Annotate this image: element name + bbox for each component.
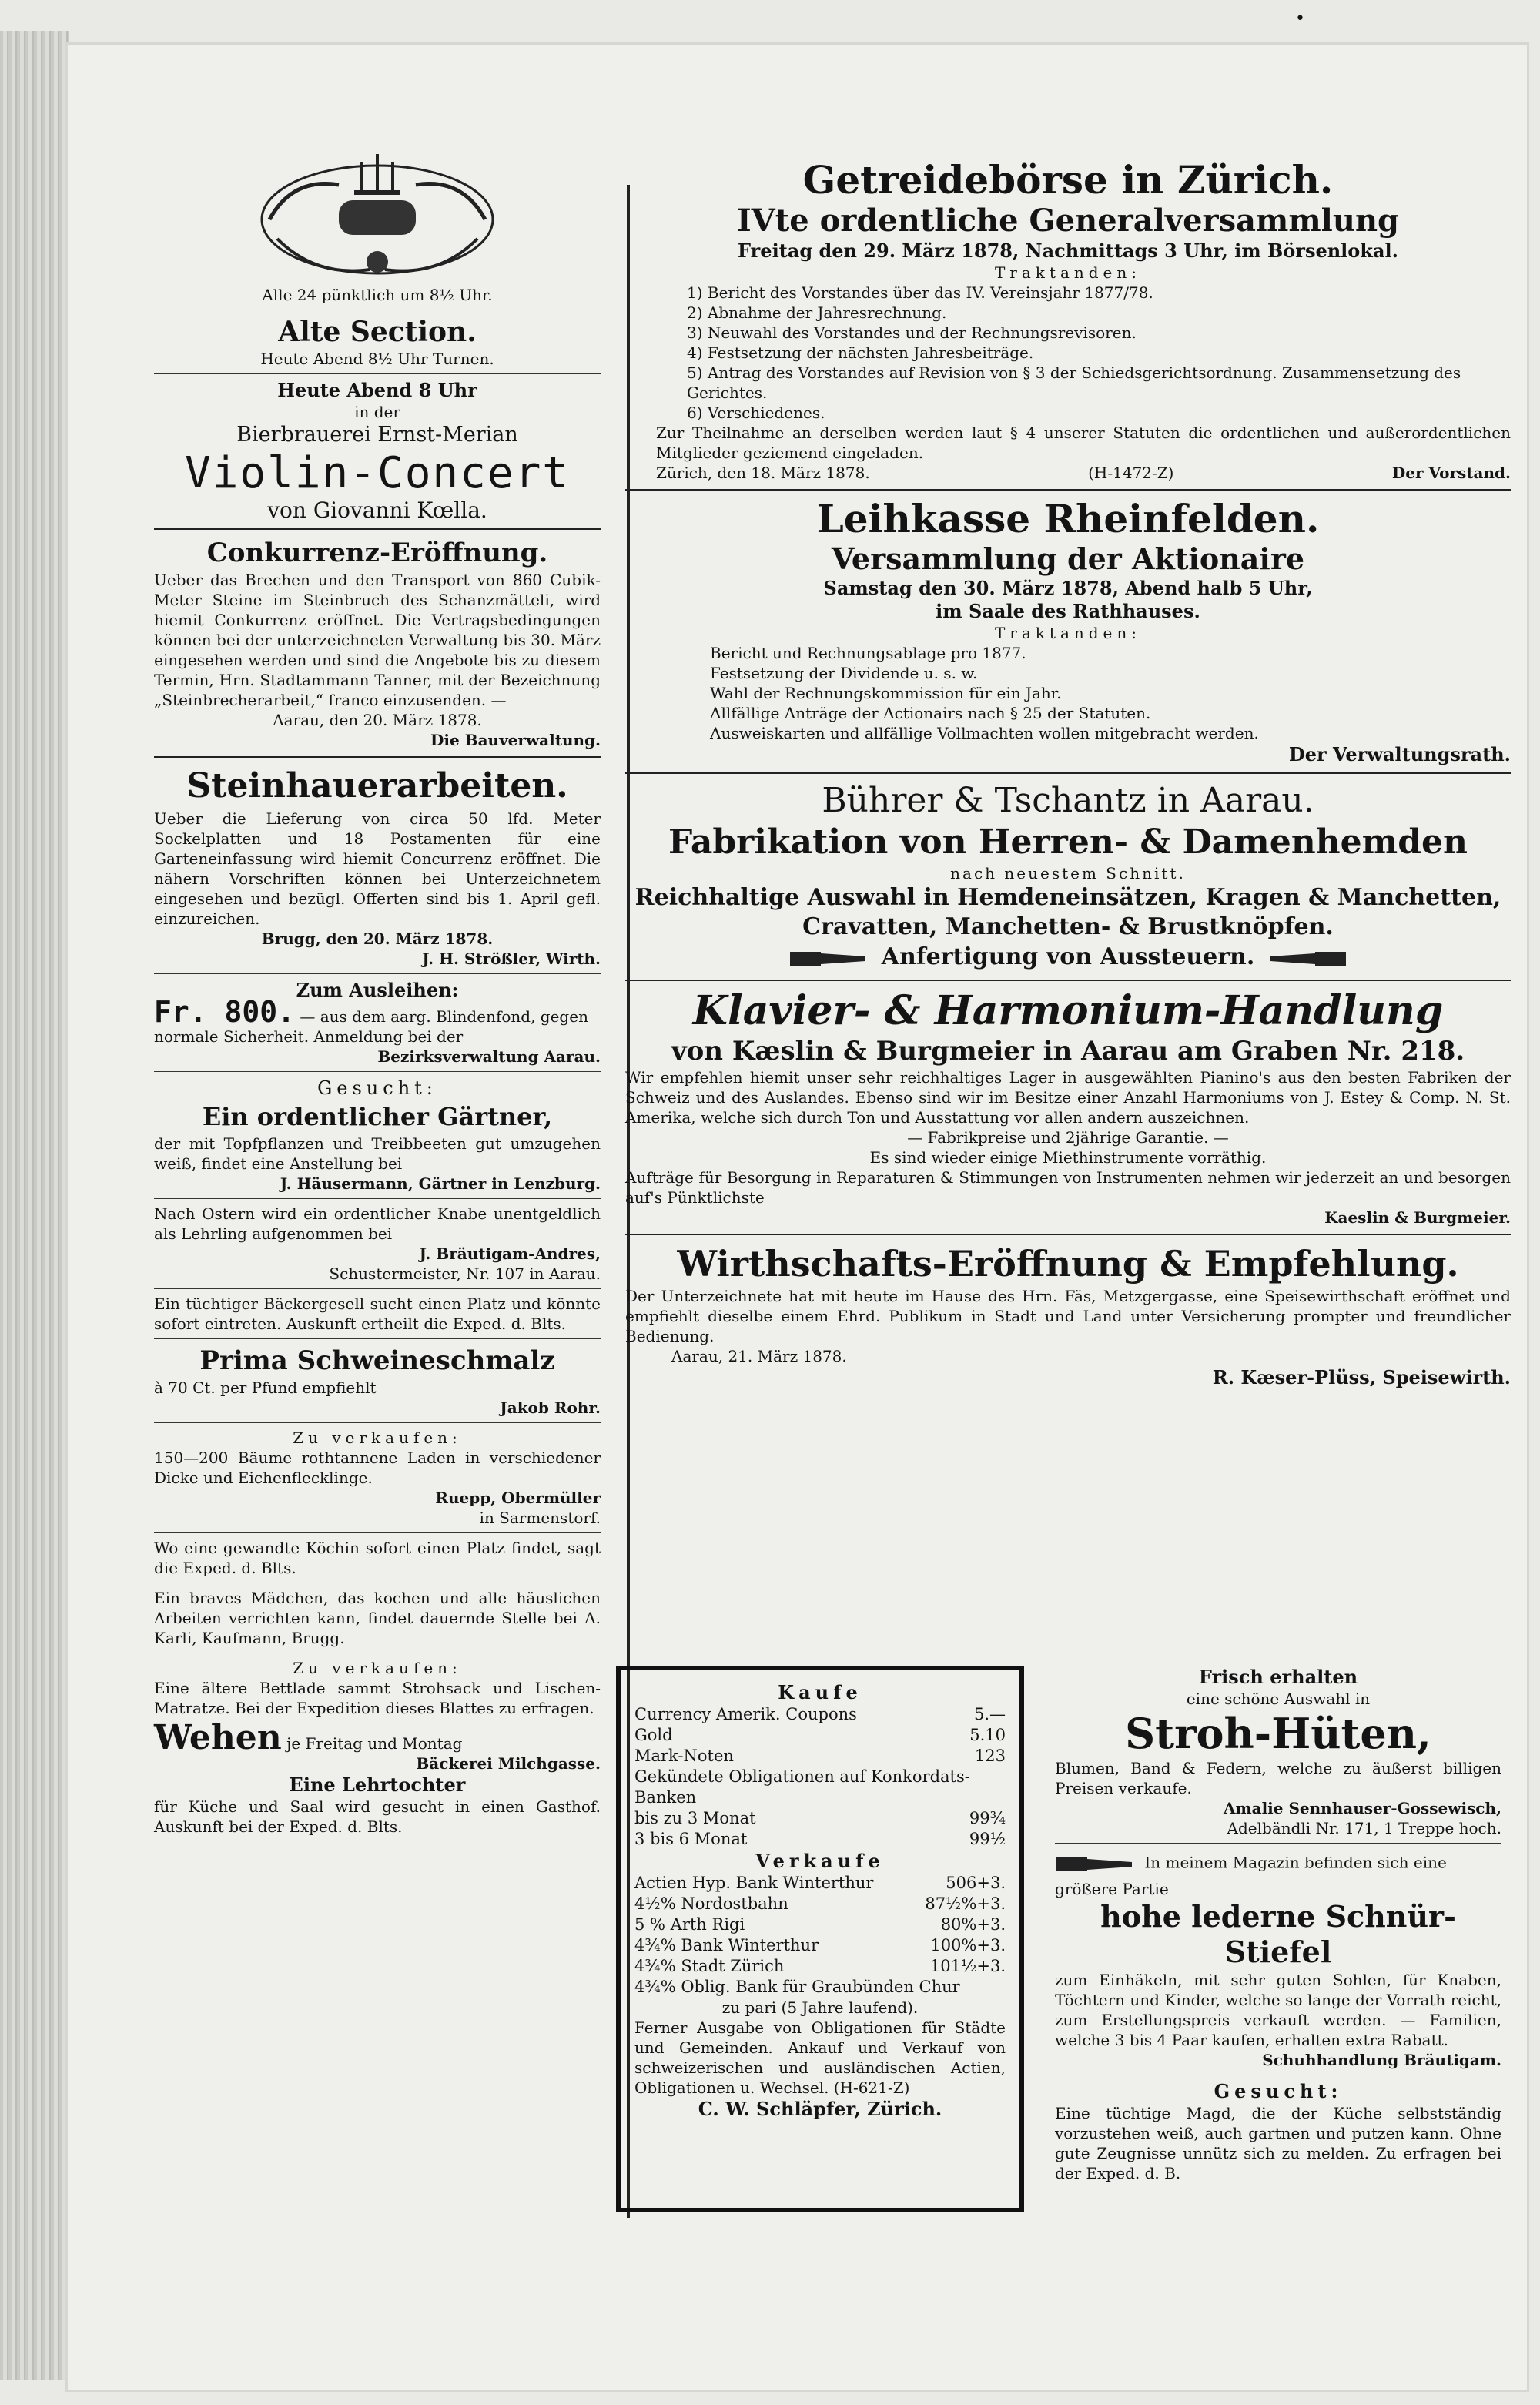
securities-box: [616, 1666, 1024, 2212]
laden-head: Zu verkaufen:: [293, 1429, 462, 1447]
konkurrenz-sign: Die Bauverwaltung.: [430, 731, 601, 749]
pointing-hand-icon: [1055, 1848, 1140, 1879]
schmalz-body: à 70 Ct. per Pfund empfiehlt: [154, 1378, 377, 1397]
kaufe-sign: C. W. Schläpfer, Zürich.: [698, 2098, 942, 2120]
kaufe-note: Ferner Ausgabe von Obligationen für Städte und Gemeinden. Ankauf und Verkauf von schweizerischen und ausländischen Actien, Obligationen u. Wechsel. (H-621-Z): [634, 2018, 1006, 2097]
magd-head: Gesucht:: [1214, 2080, 1343, 2102]
leihkasse-items: [625, 643, 1511, 743]
knabe-sign: J. Bräutigam-Andres,: [419, 1244, 601, 1263]
table-row: 4¾% Stadt Zürich 101½+3.: [634, 1957, 1006, 1975]
alte-line: Heute Abend 8½ Uhr Turnen.: [260, 350, 494, 368]
handshake-emblem-icon: [246, 146, 508, 285]
list-item: 5) Antrag des Vorstandes auf Revision von § 3 der Schiedsgerichtsordnung. Zusammensetzung des Gerichtes.: [687, 363, 1461, 402]
divider-rule: [625, 980, 1511, 981]
wirthschaft-sign: R. Kæser-Plüss, Speisewirth.: [1212, 1366, 1511, 1388]
list-item: Festsetzung der Dividende u. s. w.: [710, 664, 978, 682]
divider-rule: [154, 528, 601, 530]
table-row: 4½% Nordostbahn 87½%+3.: [634, 1894, 1006, 1913]
wehen-body: je Freitag und Montag: [286, 1734, 463, 1753]
schmalz-sign: Jakob Rohr.: [500, 1398, 601, 1417]
ausleihen-amount: Fr. 800.: [154, 995, 296, 1029]
steinhauer-sign: J. H. Strößler, Wirth.: [422, 950, 601, 968]
divider-rule: [154, 1071, 601, 1072]
concert-venue: Bierbrauerei Ernst-Merian: [236, 423, 518, 447]
divider-rule: [625, 1234, 1511, 1235]
klavier-subtitle: von Kæslin & Burgmeier in Aarau am Graben Nr. 218.: [671, 1036, 1465, 1067]
leihkasse-when: Samstag den 30. März 1878, Abend halb 5 Uhr,: [823, 577, 1313, 599]
wehen-title: Wehen: [154, 1718, 282, 1757]
konkurrenz-date: Aarau, den 20. März 1878.: [273, 711, 482, 729]
buehrer-subtitle: Fabrikation von Herren- & Damenhemden: [668, 822, 1468, 862]
stiefel-intro: In meinem Magazin befinden sich eine größere Partie: [1055, 1853, 1447, 1898]
table-row: 4¾% Bank Winterthur 100%+3.: [634, 1936, 1006, 1954]
leihkasse-title: Leihkasse Rheinfelden.: [816, 496, 1320, 541]
leihkasse-sign: Der Verwaltungsrath.: [1288, 743, 1511, 765]
knabe-sign2: Schustermeister, Nr. 107 in Aarau.: [329, 1264, 601, 1283]
table-row: 4¾% Oblig. Bank für Graubünden Chur: [634, 1978, 960, 1996]
ausleihen-title: Zum Ausleihen:: [296, 979, 459, 1001]
boerse-subtitle: IVte ordentliche Generalversammlung: [736, 203, 1400, 239]
kaufe-pari: zu pari (5 Jahre laufend).: [721, 1998, 919, 2017]
hueten-line1: eine schöne Auswahl in: [1186, 1690, 1371, 1708]
maedchen-body: Ein braves Mädchen, das kochen und alle häuslichen Arbeiten verrichten kann, findet dauernde Stelle bei A. Karli, Kaufmann, Brugg.: [154, 1589, 601, 1647]
alte-title: Alte Section.: [278, 316, 477, 348]
divider-rule: [154, 373, 601, 374]
table-row: 3 bis 6 Monat 99½: [634, 1830, 1006, 1848]
kaufe-head: Kaufe: [778, 1681, 862, 1703]
ausleihen-body: — aus dem aarg. Blindenfond, gegen normale Sicherheit. Anmeldung bei der: [154, 1007, 588, 1046]
buehrer-note: nach neuestem Schnitt.: [950, 864, 1186, 883]
book-spine: [0, 31, 69, 2380]
wirthschaft-title: Wirthschafts-Eröffnung & Empfehlung.: [677, 1243, 1459, 1285]
table-row: Actien Hyp. Bank Winterthur 506+3.: [634, 1874, 1006, 1892]
boerse-code: (H-1472-Z): [1088, 464, 1174, 482]
list-item: 3) Neuwahl des Vorstandes und der Rechnungsrevisoren.: [687, 323, 1137, 342]
konkurrenz-title: Conkurrenz-Eröffnung.: [206, 538, 548, 568]
divider-rule: [154, 1532, 601, 1533]
emblem-caption: Alle 24 pünktlich um 8½ Uhr.: [262, 286, 493, 304]
bettlade-body: Eine ältere Bettlade sammt Strohsack und Lischen-Matratze. Bei der Expedition dieses Blattes zu erfragen.: [154, 1679, 601, 1717]
table-row: Currency Amerik. Coupons 5.—: [634, 1705, 1006, 1723]
wirthschaft-date: Aarau, 21. März 1878.: [671, 1347, 847, 1365]
concert-performer: von Giovanni Kœlla.: [267, 497, 487, 523]
left-column: [154, 146, 601, 1837]
wehen-sign: Bäckerei Milchgasse.: [416, 1754, 601, 1773]
schmalz-title: Prima Schweineschmalz: [199, 1345, 555, 1376]
list-item: 1) Bericht des Vorstandes über das IV. Vereinsjahr 1877/78.: [687, 283, 1153, 302]
concert-line2: in der: [354, 403, 400, 421]
leihkasse-traktanden: Traktanden:: [994, 624, 1142, 642]
divider-rule: [154, 1422, 601, 1423]
table-row: Mark-Noten 123: [634, 1747, 1006, 1765]
divider-rule: [154, 1338, 601, 1339]
hueten-title: Stroh-Hüten,: [1125, 1709, 1431, 1758]
klavier-line3: Es sind wieder einige Miethinstrumente vorräthig.: [869, 1148, 1267, 1167]
divider-rule: [625, 489, 1511, 491]
concert-title: Violin-Concert: [184, 448, 570, 498]
gaertner-title: Ein ordentlicher Gärtner,: [202, 1102, 553, 1131]
bettlade-head: Zu verkaufen:: [293, 1659, 462, 1677]
pointing-hand-icon: [788, 943, 873, 973]
klavier-sign: Kaeslin & Burgmeier.: [1324, 1208, 1511, 1227]
list-item: Ausweiskarten und allfällige Vollmachten wollen mitgebracht werden.: [710, 724, 1259, 742]
ausleihen-sign: Bezirksverwaltung Aarau.: [377, 1047, 601, 1066]
steinhauer-body: Ueber die Lieferung von circa 50 lfd. Meter Sockelplatten und 18 Postamenten für eine Garteneinfassung wird hiemit Concurrenz eröffnet. Die nähern Vorschriften können bei Unterzeichnetem eingesehen und bezügl. Offerten sind bis 1. April gefl. einzureichen.: [154, 809, 601, 928]
koechin-body: Wo eine gewandte Köchin sofort einen Platz findet, sagt die Exped. d. Blts.: [154, 1539, 601, 1577]
table-row: Gekündete Obligationen auf Konkordats-Banken: [634, 1767, 970, 1807]
leihkasse-subtitle: Versammlung der Aktionaire: [831, 541, 1305, 576]
list-item: Bericht und Rechnungsablage pro 1877.: [710, 644, 1026, 662]
wirthschaft-body: Der Unterzeichnete hat mit heute im Hause des Hrn. Fäs, Metzgergasse, eine Speisewirthschaft eröffnet und empfiehlt dieselbe einem Ehrd. Publikum in Stadt und Land unter Versicherung prompter und freundlicher Bedienung.: [625, 1287, 1511, 1345]
hueten-line2: Blumen, Band & Federn, welche zu äußerst billigen Preisen verkaufe.: [1055, 1759, 1502, 1797]
divider-rule: [1055, 1843, 1502, 1844]
divider-rule: [154, 756, 601, 758]
stiefel-body: zum Einhäkeln, mit sehr guten Sohlen, für Knaben, Töchtern und Kinder, welche so lange der Vorrath reicht, zum Erstellungspreis verkauft werden. — Familien, welche 3 bis 4 Paar kaufen, erhalten extra Rabatt.: [1055, 1971, 1502, 2049]
boerse-when: Freitag den 29. März 1878, Nachmittags 3 Uhr, im Börsenlokal.: [738, 239, 1398, 262]
table-row: bis zu 3 Monat 99¾: [634, 1809, 1006, 1827]
konkurrenz-body: Ueber das Brechen und den Transport von 860 Cubik-Meter Steine im Steinbruch des Schanzmätteli, wird hiemit Conkurrenz eröffnet. Die Vertragsbedingungen können bei der unterzeichneten Verwaltung bis 30. März eingesehen werden und sind die Angebote bis zu diesem Termin, Hrn. Stadtammann Tanner, mit der Bezeichnung „Steinbrecherarbeit,“ franco einzusenden. —: [154, 571, 601, 709]
list-item: 2) Abnahme der Jahresrechnung.: [687, 303, 947, 322]
list-item: 4) Festsetzung der nächsten Jahresbeiträge.: [687, 343, 1034, 362]
concert-line1: Heute Abend 8 Uhr: [277, 379, 477, 401]
leihkasse-where: im Saale des Rathhauses.: [936, 600, 1200, 622]
divider-rule: [625, 772, 1511, 774]
knabe-body: Nach Ostern wird ein ordentlicher Knabe unentgeldlich als Lehrling aufgenommen bei: [154, 1204, 601, 1243]
klavier-line4: Aufträge für Besorgung in Reparaturen & Stimmungen von Instrumenten nehmen wir jederzeit an und besorgen auf's Pünktlichste: [625, 1168, 1511, 1207]
laden-sign2: in Sarmenstorf.: [479, 1509, 601, 1527]
boerse-sign: Der Vorstand.: [1391, 464, 1511, 482]
pointing-hand-icon: [1263, 943, 1348, 973]
gaertner-body: der mit Topfpflanzen und Treibbeeten gut umzugehen weiß, findet eine Anstellung bei: [154, 1134, 601, 1173]
klavier-title: Klavier- & Harmonium-Handlung: [692, 987, 1444, 1034]
steinhauer-title: Steinhauerarbeiten.: [186, 766, 568, 806]
lehrtochter-body: für Küche und Saal wird gesucht in einen Gasthof. Auskunft bei der Exped. d. Blts.: [154, 1797, 601, 1836]
divider-rule: [154, 1198, 601, 1199]
hueten-head: Frisch erhalten: [1198, 1666, 1358, 1688]
divider-rule: [154, 973, 601, 974]
laden-body: 150—200 Bäume rothtannene Laden in verschiedener Dicke und Eichenflecklinge.: [154, 1449, 601, 1487]
gaertner-head: Gesucht:: [317, 1077, 437, 1099]
gaertner-sign: J. Häusermann, Gärtner in Lenzburg.: [280, 1174, 601, 1193]
hueten-sign2: Adelbändli Nr. 171, 1 Treppe hoch.: [1227, 1819, 1502, 1837]
boerse-items: [625, 283, 1511, 423]
list-item: 6) Verschiedenes.: [687, 404, 825, 422]
stiefel-title: hohe lederne Schnür-Stiefel: [1100, 1899, 1456, 1969]
hueten-sign: Amalie Sennhauser-Gossewisch,: [1223, 1799, 1502, 1817]
lehrtochter-title: Eine Lehrtochter: [289, 1774, 466, 1796]
boerse-date: Zürich, den 18. März 1878.: [656, 464, 870, 482]
boerse-traktanden: Traktanden:: [994, 263, 1142, 282]
right-column: [625, 158, 1511, 1389]
divider-rule: [154, 1288, 601, 1289]
verkaufe-head: Verkaufe: [755, 1850, 885, 1872]
laden-sign: Ruepp, Obermüller: [435, 1489, 601, 1507]
steinhauer-date: Brugg, den 20. März 1878.: [261, 930, 494, 948]
list-item: Allfällige Anträge der Actionairs nach § 25 der Statuten.: [710, 704, 1151, 722]
buehrer-title: Bührer & Tschantz in Aarau.: [822, 781, 1314, 820]
buehrer-line3: Anfertigung von Aussteuern.: [881, 943, 1255, 970]
page-mark: •: [1295, 9, 1305, 28]
magd-body: Eine tüchtige Magd, die der Küche selbstständig vorzustehen weiß, auch gartnen und putzen kann. Ohne gute Zeugnisse unnütz sich zu melden. Zu erfragen bei der Exped. d. B.: [1055, 2104, 1502, 2182]
list-item: Wahl der Rechnungskommission für ein Jahr.: [710, 684, 1062, 702]
klavier-body: Wir empfehlen hiemit unser sehr reichhaltiges Lager in ausgewählten Pianino's aus den besten Fabriken der Schweiz und des Auslandes. Ebenso sind wir im Besitze einer Anzahl Harmoniums von J. Estey & Comp. N. St. Amerika, welche sich durch Ton und Ausstattung vor allen andern auszeichnen.: [625, 1068, 1511, 1127]
buehrer-line1: Reichhaltige Auswahl in Hemdeneinsätzen, Kragen & Manchetten,: [634, 884, 1502, 911]
table-row: 5 % Arth Rigi 80%+3.: [634, 1915, 1006, 1934]
buehrer-line2: Cravatten, Manchetten- & Brustknöpfen.: [802, 913, 1334, 940]
boerse-note: Zur Theilnahme an derselben werden laut § 4 unserer Statuten die ordentlichen und außerordentlichen Mitglieder geziemend eingeladen.: [656, 424, 1511, 462]
boerse-title: Getreidebörse in Zürich.: [802, 157, 1334, 203]
klavier-line2: — Fabrikpreise und 2jährige Garantie. —: [907, 1128, 1229, 1147]
stiefel-sign: Schuhhandlung Bräutigam.: [1262, 2051, 1502, 2069]
table-row: Gold 5.10: [634, 1726, 1006, 1744]
right-lower-column: [1055, 1666, 1502, 2183]
baecker-body: Ein tüchtiger Bäckergesell sucht einen Platz und könnte sofort eintreten. Auskunft ertheilt die Exped. d. Blts.: [154, 1295, 601, 1333]
